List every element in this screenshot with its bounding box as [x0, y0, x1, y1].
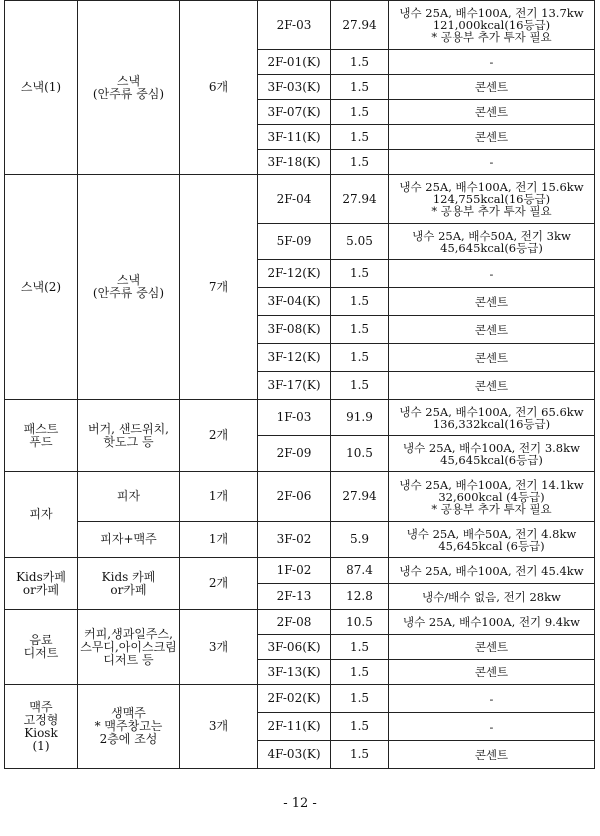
unit-cell: 2F-03 [258, 1, 331, 50]
area-cell: 10.5 [331, 610, 389, 635]
table-row [5, 175, 595, 224]
table-row [5, 472, 595, 522]
spec-cell: 냉수 25A, 배수100A, 전기 9.4kw [389, 610, 595, 635]
unit-cell: 3F-04(K) [258, 288, 331, 316]
area-cell: 1.5 [331, 288, 389, 316]
description-cell: 버거, 샌드위치, 핫도그 등 [78, 400, 180, 472]
unit-cell: 2F-13 [258, 584, 331, 610]
spec-cell: 콘센트 [389, 372, 595, 400]
area-cell: 1.5 [331, 75, 389, 100]
table-row [5, 558, 595, 584]
unit-cell: 2F-06 [258, 472, 331, 522]
area-cell: 1.5 [331, 125, 389, 150]
area-cell: 1.5 [331, 344, 389, 372]
unit-cell: 3F-07(K) [258, 100, 331, 125]
count-cell: 6개 [180, 1, 258, 175]
unit-cell: 3F-08(K) [258, 316, 331, 344]
spec-cell: 콘센트 [389, 635, 595, 660]
unit-cell: 2F-01(K) [258, 50, 331, 75]
count-cell: 2개 [180, 400, 258, 472]
table-row [5, 400, 595, 436]
unit-cell: 4F-03(K) [258, 741, 331, 769]
table-row [5, 610, 595, 635]
category-cell: Kids카페 or카페 [5, 558, 78, 610]
area-cell: 1.5 [331, 741, 389, 769]
unit-cell: 2F-02(K) [258, 685, 331, 713]
category-cell: 음료 디저트 [5, 610, 78, 685]
description-cell: 피자+맥주 [78, 522, 180, 558]
area-cell: 91.9 [331, 400, 389, 436]
area-cell: 1.5 [331, 372, 389, 400]
table-row [5, 685, 595, 713]
area-cell: 27.94 [331, 472, 389, 522]
description-cell: 스낵 (안주류 중심) [78, 175, 180, 400]
spec-cell: - [389, 260, 595, 288]
area-cell: 1.5 [331, 316, 389, 344]
spec-cell: 냉수 25A, 배수50A, 전기 3kw 45,645kcal(6등급) [389, 224, 595, 260]
count-cell: 3개 [180, 685, 258, 769]
spec-cell: 콘센트 [389, 344, 595, 372]
description-cell: 생맥주 * 맥주창고는 2층에 조성 [78, 685, 180, 769]
unit-cell: 3F-03(K) [258, 75, 331, 100]
spec-cell: 콘센트 [389, 660, 595, 685]
area-cell: 27.94 [331, 175, 389, 224]
unit-cell: 3F-06(K) [258, 635, 331, 660]
spec-cell: 냉수 25A, 배수50A, 전기 4.8kw 45,645kcal (6등급) [389, 522, 595, 558]
description-cell: 피자 [78, 472, 180, 522]
area-cell: 1.5 [331, 685, 389, 713]
area-cell: 1.5 [331, 100, 389, 125]
area-cell: 27.94 [331, 1, 389, 50]
spec-cell: - [389, 685, 595, 713]
page-number: - 12 - [283, 796, 317, 811]
count-cell: 3개 [180, 610, 258, 685]
spec-cell: 콘센트 [389, 125, 595, 150]
spec-cell: 콘센트 [389, 100, 595, 125]
unit-cell: 2F-04 [258, 175, 331, 224]
category-cell: 패스트 푸드 [5, 400, 78, 472]
unit-cell: 1F-03 [258, 400, 331, 436]
category-cell: 스낵(1) [5, 1, 78, 175]
facility-table [4, 0, 595, 769]
area-cell: 1.5 [331, 635, 389, 660]
area-cell: 5.05 [331, 224, 389, 260]
unit-cell: 5F-09 [258, 224, 331, 260]
spec-cell: 냉수 25A, 배수100A, 전기 15.6kw 124,755kcal(16등급) * 공용부 추가 투자 필요 [389, 175, 595, 224]
spec-cell: - [389, 150, 595, 175]
count-cell: 2개 [180, 558, 258, 610]
category-cell: 피자 [5, 472, 78, 558]
area-cell: 10.5 [331, 436, 389, 472]
count-cell: 1개 [180, 522, 258, 558]
area-cell: 12.8 [331, 584, 389, 610]
unit-cell: 3F-18(K) [258, 150, 331, 175]
unit-cell: 3F-02 [258, 522, 331, 558]
spec-cell: 냉수 25A, 배수100A, 전기 13.7kw 121,000kcal(16등급) * 공용부 추가 투자 필요 [389, 1, 595, 50]
unit-cell: 3F-12(K) [258, 344, 331, 372]
spec-cell: 냉수/배수 없음, 전기 28kw [389, 584, 595, 610]
spec-cell: 냉수 25A, 배수100A, 전기 14.1kw 32,600kcal (4등급) * 공용부 추가 투자 필요 [389, 472, 595, 522]
area-cell: 1.5 [331, 150, 389, 175]
description-cell: Kids 카페 or카페 [78, 558, 180, 610]
area-cell: 1.5 [331, 660, 389, 685]
unit-cell: 3F-13(K) [258, 660, 331, 685]
spec-cell: 냉수 25A, 배수100A, 전기 3.8kw 45,645kcal(6등급) [389, 436, 595, 472]
unit-cell: 2F-08 [258, 610, 331, 635]
area-cell: 5.9 [331, 522, 389, 558]
unit-cell: 2F-11(K) [258, 713, 331, 741]
table-row [5, 1, 595, 50]
unit-cell: 3F-17(K) [258, 372, 331, 400]
count-cell: 1개 [180, 472, 258, 522]
area-cell: 1.5 [331, 260, 389, 288]
spec-cell: 냉수 25A, 배수100A, 전기 65.6kw 136,332kcal(16등급) [389, 400, 595, 436]
spec-cell: 콘센트 [389, 316, 595, 344]
unit-cell: 2F-12(K) [258, 260, 331, 288]
spec-cell: 콘센트 [389, 741, 595, 769]
description-cell: 스낵 (안주류 중심) [78, 1, 180, 175]
unit-cell: 3F-11(K) [258, 125, 331, 150]
area-cell: 1.5 [331, 50, 389, 75]
spec-cell: 콘센트 [389, 75, 595, 100]
spec-cell: - [389, 713, 595, 741]
category-cell: 맥주 고정형 Kiosk (1) [5, 685, 78, 769]
area-cell: 87.4 [331, 558, 389, 584]
spec-cell: - [389, 50, 595, 75]
count-cell: 7개 [180, 175, 258, 400]
unit-cell: 1F-02 [258, 558, 331, 584]
category-cell: 스낵(2) [5, 175, 78, 400]
description-cell: 커피,생과일주스, 스무디,아이스크림 디저트 등 [78, 610, 180, 685]
spec-cell: 콘센트 [389, 288, 595, 316]
spec-cell: 냉수 25A, 배수100A, 전기 45.4kw [389, 558, 595, 584]
area-cell: 1.5 [331, 713, 389, 741]
unit-cell: 2F-09 [258, 436, 331, 472]
table-row [5, 522, 595, 558]
